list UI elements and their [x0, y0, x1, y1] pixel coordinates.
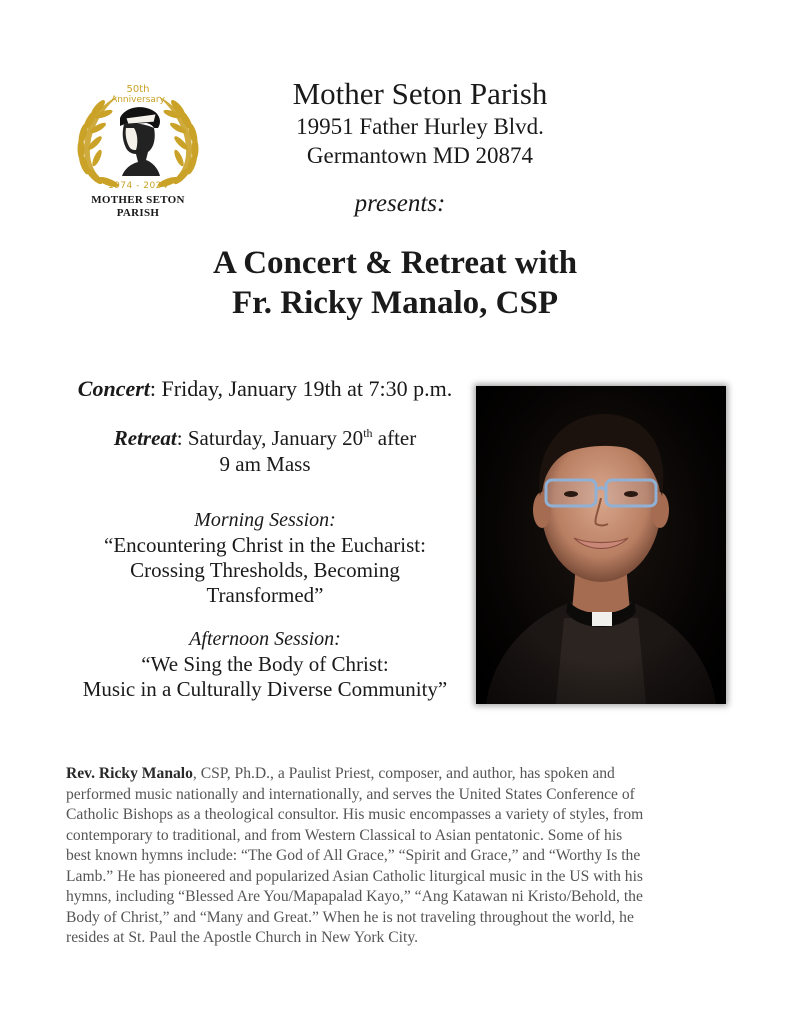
logo-anniversary-text: Anniversary [111, 95, 165, 105]
morning-session-title-line2: Crossing Thresholds, Becoming [130, 558, 400, 582]
concert-info [60, 376, 470, 402]
morning-session-title-line3: Transformed” [206, 583, 324, 607]
afternoon-session-label: Afternoon Session: [189, 628, 341, 650]
concert-label: Concert [77, 376, 150, 401]
logo-name-line1: MOTHER SETON [91, 194, 185, 206]
bio-line-1: , CSP, Ph.D., a Paulist Priest, composer, and author, has spoken and [192, 765, 615, 782]
retreat-date-suffix: th [363, 426, 373, 440]
event-title-line1: A Concert & Retreat with [212, 245, 578, 281]
afternoon-session-title-line1: “We Sing the Body of Christ: [141, 652, 389, 676]
retreat-separator: : [176, 426, 183, 450]
parish-anniversary-logo [68, 78, 208, 228]
bio-line-2: performed music nationally and internationally, and serves the United States Conference of [66, 785, 635, 803]
parish-header [230, 76, 610, 170]
retreat-details: Saturday, January 20 [182, 426, 364, 450]
priest-biography [66, 764, 736, 949]
mother-seton-portrait-icon [120, 107, 160, 176]
bio-name: Rev. Ricky Manalo [66, 765, 193, 782]
logo-years: 1974 - 2024 [107, 181, 169, 191]
afternoon-session-title-line2: Music in a Culturally Diverse Community” [82, 677, 448, 701]
morning-session [55, 508, 475, 608]
logo-name-line2: PARISH [116, 207, 160, 219]
retreat-info [60, 425, 470, 477]
retreat-details-line2: 9 am Mass [219, 452, 311, 476]
parish-name: Mother Seton Parish [292, 76, 548, 111]
address-line-2: Germantown MD 20874 [306, 143, 534, 168]
morning-session-label: Morning Session: [194, 509, 336, 531]
bio-line-3: Catholic Bishops as a theological consultor. His music encompasses a variety of styles, from [66, 806, 644, 823]
priest-portrait-photo [476, 386, 726, 704]
logo-anniversary-number: 50th [126, 84, 150, 95]
bio-line-7: hymns, including “Blessed Are You/Mapapalad Kayo,” “Ang Katawan ni Kristo/Behold, the [66, 888, 643, 905]
address-line-1: 19951 Father Hurley Blvd. [296, 114, 544, 139]
bio-line-9: resides at St. Paul the Apostle Church in New York City. [66, 929, 418, 946]
morning-session-title-line1: “Encountering Christ in the Eucharist: [104, 533, 426, 557]
presents-label: presents: [354, 190, 446, 217]
afternoon-session [55, 627, 475, 702]
bio-line-6: Lamb.” He has pioneered and popularized Asian Catholic liturgical music in the US with his [66, 867, 643, 885]
portrait-image [476, 386, 726, 704]
retreat-label: Retreat [113, 426, 177, 450]
retreat-details-after: after [372, 426, 417, 450]
event-title-line2: Fr. Ricky Manalo, CSP [231, 285, 559, 321]
concert-separator: : [149, 376, 157, 401]
bio-line-5: best known hymns include: “The God of All Grace,” “Spirit and Grace,” and “Worthy Is the [66, 847, 641, 864]
bio-line-8: Body of Christ,” and “Many and Great.” When he is not traveling throughout the world, he [66, 908, 634, 926]
bio-line-4: contemporary to traditional, and from Western Classical to Asian pentatonic. Some of his [66, 826, 623, 844]
concert-details: Friday, January 19th at 7:30 p.m. [156, 376, 453, 401]
event-title [150, 243, 640, 323]
